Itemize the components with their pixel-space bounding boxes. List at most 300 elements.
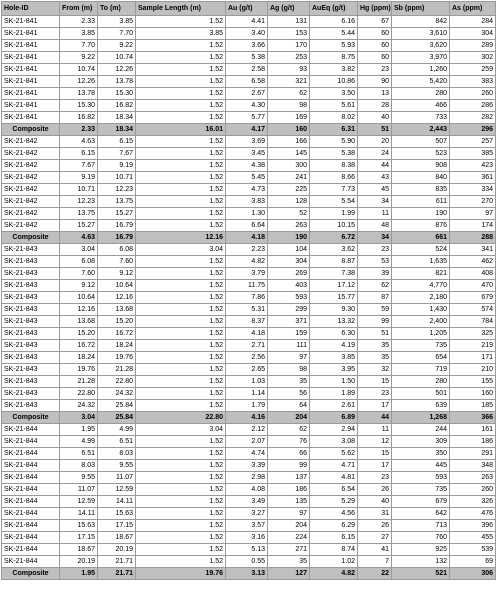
cell-hole-id: SK-21-843	[2, 364, 60, 376]
table-row	[2, 556, 496, 568]
cell-to: 13.75	[98, 196, 136, 208]
cell-as: 97	[450, 208, 496, 220]
cell-to: 21.28	[98, 364, 136, 376]
cell-as: 408	[450, 268, 496, 280]
cell-from: 12.16	[60, 304, 98, 316]
composite-row	[2, 124, 496, 136]
table-row	[2, 148, 496, 160]
cell-hole-id: SK-21-844	[2, 448, 60, 460]
composite-row	[2, 568, 496, 580]
cell-hole-id: SK-21-842	[2, 208, 60, 220]
cell-hole-id: SK-21-844	[2, 532, 60, 544]
cell-from: 7.67	[60, 160, 98, 172]
cell-sb: 350	[392, 448, 450, 460]
cell-ag: 104	[268, 244, 310, 256]
cell-au: 5.38	[226, 52, 268, 64]
cell-ag: 190	[268, 232, 310, 244]
cell-hg: 67	[358, 16, 392, 28]
table-row	[2, 364, 496, 376]
cell-aueq: 5.29	[310, 496, 358, 508]
cell-ag: 62	[268, 88, 310, 100]
cell-as: 326	[450, 496, 496, 508]
cell-sample-length: 1.52	[136, 364, 226, 376]
table-row	[2, 376, 496, 388]
cell-as: 304	[450, 28, 496, 40]
cell-aueq: 8.74	[310, 544, 358, 556]
cell-from: 15.63	[60, 520, 98, 532]
cell-au: 3.16	[226, 532, 268, 544]
cell-hg: 39	[358, 268, 392, 280]
cell-sample-length: 1.52	[136, 436, 226, 448]
cell-sb: 611	[392, 196, 450, 208]
table-row	[2, 196, 496, 208]
cell-sb: 1,268	[392, 412, 450, 424]
header-au: Au (g/t)	[226, 2, 268, 16]
cell-from: 9.55	[60, 472, 98, 484]
cell-hg: 23	[358, 64, 392, 76]
cell-as: 539	[450, 544, 496, 556]
cell-aueq: 6.16	[310, 16, 358, 28]
cell-aueq: 7.38	[310, 268, 358, 280]
cell-sb: 908	[392, 160, 450, 172]
cell-hole-id: SK-21-842	[2, 184, 60, 196]
table-row	[2, 64, 496, 76]
cell-as: 270	[450, 196, 496, 208]
cell-aueq: 5.61	[310, 100, 358, 112]
cell-sample-length: 1.52	[136, 484, 226, 496]
cell-ag: 271	[268, 544, 310, 556]
cell-aueq: 5.54	[310, 196, 358, 208]
cell-sample-length: 19.76	[136, 568, 226, 580]
cell-as: 383	[450, 76, 496, 88]
cell-sb: 733	[392, 112, 450, 124]
cell-to: 10.64	[98, 280, 136, 292]
cell-hole-id: SK-21-842	[2, 148, 60, 160]
cell-ag: 225	[268, 184, 310, 196]
cell-as: 259	[450, 64, 496, 76]
cell-ag: 35	[268, 556, 310, 568]
cell-ag: 131	[268, 16, 310, 28]
cell-aueq: 9.30	[310, 304, 358, 316]
cell-as: 306	[450, 568, 496, 580]
cell-ag: 321	[268, 76, 310, 88]
table-row	[2, 244, 496, 256]
cell-from: 13.75	[60, 208, 98, 220]
cell-aueq: 6.54	[310, 484, 358, 496]
cell-aueq: 10.86	[310, 76, 358, 88]
cell-sb: 1,430	[392, 304, 450, 316]
cell-sb: 1,635	[392, 256, 450, 268]
cell-sample-length: 1.52	[136, 184, 226, 196]
cell-ag: 56	[268, 388, 310, 400]
cell-hole-id: SK-21-843	[2, 268, 60, 280]
cell-sample-length: 1.52	[136, 292, 226, 304]
cell-hg: 45	[358, 184, 392, 196]
cell-ag: 269	[268, 268, 310, 280]
cell-sb: 280	[392, 88, 450, 100]
cell-from: 15.27	[60, 220, 98, 232]
cell-hole-id: SK-21-844	[2, 508, 60, 520]
header-sample-length: Sample Length (m)	[136, 2, 226, 16]
cell-as: 289	[450, 40, 496, 52]
assay-results-table	[1, 1, 496, 580]
cell-from: 19.76	[60, 364, 98, 376]
cell-hg: 51	[358, 328, 392, 340]
cell-ag: 98	[268, 364, 310, 376]
cell-hg: 20	[358, 136, 392, 148]
cell-ag: 166	[268, 136, 310, 148]
composite-row	[2, 232, 496, 244]
cell-au: 4.30	[226, 100, 268, 112]
cell-hg: 60	[358, 28, 392, 40]
header-to: To (m)	[98, 2, 136, 16]
cell-from: 16.72	[60, 340, 98, 352]
cell-sample-length: 1.52	[136, 508, 226, 520]
cell-ag: 98	[268, 100, 310, 112]
cell-aueq: 6.29	[310, 520, 358, 532]
cell-sample-length: 1.52	[136, 256, 226, 268]
cell-hole-id: SK-21-843	[2, 352, 60, 364]
cell-hg: 7	[358, 556, 392, 568]
cell-hole-id: SK-21-841	[2, 76, 60, 88]
cell-from: 10.64	[60, 292, 98, 304]
cell-to: 15.27	[98, 208, 136, 220]
cell-as: 260	[450, 88, 496, 100]
cell-from: 4.63	[60, 136, 98, 148]
cell-hole-id: SK-21-843	[2, 340, 60, 352]
cell-sb: 280	[392, 376, 450, 388]
cell-sample-length: 1.52	[136, 520, 226, 532]
cell-as: 210	[450, 364, 496, 376]
cell-aueq: 3.50	[310, 88, 358, 100]
cell-from: 6.51	[60, 448, 98, 460]
cell-hg: 32	[358, 364, 392, 376]
cell-to: 17.15	[98, 520, 136, 532]
cell-hg: 60	[358, 40, 392, 52]
cell-hg: 43	[358, 172, 392, 184]
cell-from: 18.67	[60, 544, 98, 556]
cell-aueq: 8.87	[310, 256, 358, 268]
cell-hole-id: SK-21-843	[2, 292, 60, 304]
cell-to: 9.22	[98, 40, 136, 52]
cell-ag: 204	[268, 412, 310, 424]
cell-aueq: 5.44	[310, 28, 358, 40]
cell-sb: 4,770	[392, 280, 450, 292]
cell-from: 12.23	[60, 196, 98, 208]
cell-as: 348	[450, 460, 496, 472]
cell-sample-length: 1.52	[136, 448, 226, 460]
cell-sb: 661	[392, 232, 450, 244]
cell-as: 219	[450, 340, 496, 352]
table-row	[2, 280, 496, 292]
cell-as: 155	[450, 376, 496, 388]
table-row	[2, 52, 496, 64]
cell-aueq: 1.99	[310, 208, 358, 220]
cell-hole-id: Composite	[2, 232, 60, 244]
cell-from: 12.26	[60, 76, 98, 88]
cell-ag: 64	[268, 400, 310, 412]
table-row	[2, 484, 496, 496]
cell-aueq: 4.19	[310, 340, 358, 352]
cell-sb: 466	[392, 100, 450, 112]
cell-hg: 11	[358, 424, 392, 436]
cell-as: 476	[450, 508, 496, 520]
cell-hg: 34	[358, 232, 392, 244]
cell-hg: 23	[358, 244, 392, 256]
cell-aueq: 8.02	[310, 112, 358, 124]
cell-au: 3.27	[226, 508, 268, 520]
cell-au: 1.14	[226, 388, 268, 400]
cell-sb: 735	[392, 484, 450, 496]
table-row	[2, 352, 496, 364]
cell-from: 7.70	[60, 40, 98, 52]
cell-as: 185	[450, 400, 496, 412]
cell-hg: 41	[358, 544, 392, 556]
cell-hg: 60	[358, 52, 392, 64]
cell-ag: 403	[268, 280, 310, 292]
cell-ag: 97	[268, 508, 310, 520]
cell-as: 69	[450, 556, 496, 568]
cell-to: 18.34	[98, 112, 136, 124]
cell-as: 574	[450, 304, 496, 316]
cell-sample-length: 1.52	[136, 556, 226, 568]
cell-aueq: 3.08	[310, 436, 358, 448]
cell-to: 25.84	[98, 400, 136, 412]
cell-as: 296	[450, 124, 496, 136]
cell-to: 12.26	[98, 64, 136, 76]
cell-hg: 34	[358, 196, 392, 208]
cell-to: 18.67	[98, 532, 136, 544]
cell-ag: 169	[268, 112, 310, 124]
cell-hole-id: SK-21-841	[2, 16, 60, 28]
cell-to: 8.03	[98, 448, 136, 460]
cell-hg: 26	[358, 520, 392, 532]
cell-hg: 28	[358, 100, 392, 112]
cell-to: 9.19	[98, 160, 136, 172]
cell-sample-length: 1.52	[136, 268, 226, 280]
cell-hole-id: SK-21-843	[2, 400, 60, 412]
cell-au: 2.58	[226, 64, 268, 76]
cell-hole-id: SK-21-843	[2, 244, 60, 256]
cell-aueq: 6.89	[310, 412, 358, 424]
cell-hg: 24	[358, 148, 392, 160]
cell-sample-length: 1.52	[136, 76, 226, 88]
cell-ag: 128	[268, 196, 310, 208]
cell-sample-length: 1.52	[136, 352, 226, 364]
cell-au: 2.67	[226, 88, 268, 100]
cell-from: 6.15	[60, 148, 98, 160]
cell-sample-length: 1.52	[136, 388, 226, 400]
cell-sample-length: 22.80	[136, 412, 226, 424]
cell-hole-id: SK-21-843	[2, 304, 60, 316]
cell-sample-length: 1.52	[136, 88, 226, 100]
cell-from: 24.32	[60, 400, 98, 412]
cell-sample-length: 1.52	[136, 544, 226, 556]
cell-as: 186	[450, 436, 496, 448]
cell-aueq: 4.56	[310, 508, 358, 520]
cell-au: 4.74	[226, 448, 268, 460]
cell-sb: 507	[392, 136, 450, 148]
cell-as: 263	[450, 472, 496, 484]
cell-as: 286	[450, 100, 496, 112]
header-as: As (ppm)	[450, 2, 496, 16]
table-row	[2, 28, 496, 40]
table-row	[2, 88, 496, 100]
cell-au: 6.64	[226, 220, 268, 232]
cell-aueq: 7.73	[310, 184, 358, 196]
cell-ag: 62	[268, 424, 310, 436]
table-row	[2, 172, 496, 184]
cell-as: 282	[450, 112, 496, 124]
table-row	[2, 136, 496, 148]
cell-from: 15.20	[60, 328, 98, 340]
cell-to: 13.68	[98, 304, 136, 316]
cell-sample-length: 1.52	[136, 16, 226, 28]
table-row	[2, 496, 496, 508]
cell-to: 9.55	[98, 460, 136, 472]
cell-sb: 639	[392, 400, 450, 412]
cell-from: 4.63	[60, 232, 98, 244]
cell-hg: 12	[358, 436, 392, 448]
cell-sb: 3,610	[392, 28, 450, 40]
cell-sb: 3,620	[392, 40, 450, 52]
cell-sb: 835	[392, 184, 450, 196]
table-row	[2, 544, 496, 556]
cell-from: 1.95	[60, 568, 98, 580]
cell-to: 16.79	[98, 232, 136, 244]
cell-to: 9.12	[98, 268, 136, 280]
cell-aueq: 6.72	[310, 232, 358, 244]
cell-sb: 2,400	[392, 316, 450, 328]
table-header-row	[2, 2, 496, 16]
cell-aueq: 1.02	[310, 556, 358, 568]
header-aueq: AuEq (g/t)	[310, 2, 358, 16]
table-row	[2, 220, 496, 232]
cell-hg: 40	[358, 496, 392, 508]
cell-au: 2.65	[226, 364, 268, 376]
cell-sb: 523	[392, 148, 450, 160]
cell-aueq: 6.31	[310, 124, 358, 136]
cell-hole-id: SK-21-844	[2, 484, 60, 496]
cell-sb: 713	[392, 520, 450, 532]
cell-aueq: 4.71	[310, 460, 358, 472]
cell-sb: 2,180	[392, 292, 450, 304]
cell-to: 22.80	[98, 376, 136, 388]
cell-as: 325	[450, 328, 496, 340]
cell-au: 11.75	[226, 280, 268, 292]
cell-hg: 99	[358, 316, 392, 328]
cell-from: 4.99	[60, 436, 98, 448]
cell-hg: 26	[358, 484, 392, 496]
header-from: From (m)	[60, 2, 98, 16]
cell-au: 4.08	[226, 484, 268, 496]
table-row	[2, 208, 496, 220]
cell-hole-id: SK-21-843	[2, 256, 60, 268]
cell-from: 17.15	[60, 532, 98, 544]
cell-hg: 53	[358, 256, 392, 268]
cell-sb: 501	[392, 388, 450, 400]
cell-hg: 22	[358, 568, 392, 580]
cell-au: 3.45	[226, 148, 268, 160]
cell-from: 2.33	[60, 124, 98, 136]
cell-au: 3.69	[226, 136, 268, 148]
cell-aueq: 5.38	[310, 148, 358, 160]
cell-au: 2.98	[226, 472, 268, 484]
cell-sb: 309	[392, 436, 450, 448]
cell-hg: 17	[358, 400, 392, 412]
cell-hg: 40	[358, 112, 392, 124]
cell-as: 455	[450, 532, 496, 544]
cell-au: 3.57	[226, 520, 268, 532]
cell-from: 3.04	[60, 412, 98, 424]
cell-hg: 59	[358, 304, 392, 316]
cell-ag: 153	[268, 28, 310, 40]
cell-sample-length: 3.04	[136, 424, 226, 436]
cell-sb: 719	[392, 364, 450, 376]
cell-to: 11.07	[98, 472, 136, 484]
cell-hole-id: SK-21-843	[2, 316, 60, 328]
cell-hg: 62	[358, 280, 392, 292]
cell-ag: 241	[268, 172, 310, 184]
cell-au: 6.58	[226, 76, 268, 88]
cell-aueq: 3.82	[310, 64, 358, 76]
cell-as: 341	[450, 244, 496, 256]
cell-to: 18.24	[98, 340, 136, 352]
cell-as: 334	[450, 184, 496, 196]
cell-to: 19.76	[98, 352, 136, 364]
cell-ag: 35	[268, 376, 310, 388]
cell-sb: 642	[392, 508, 450, 520]
cell-as: 171	[450, 352, 496, 364]
table-row	[2, 520, 496, 532]
cell-au: 4.41	[226, 16, 268, 28]
cell-to: 20.19	[98, 544, 136, 556]
cell-au: 5.77	[226, 112, 268, 124]
cell-as: 462	[450, 256, 496, 268]
cell-sample-length: 1.52	[136, 376, 226, 388]
cell-sb: 593	[392, 472, 450, 484]
cell-hole-id: SK-21-842	[2, 220, 60, 232]
cell-sample-length: 1.52	[136, 196, 226, 208]
cell-to: 18.34	[98, 124, 136, 136]
cell-au: 3.13	[226, 568, 268, 580]
cell-au: 2.12	[226, 424, 268, 436]
cell-hole-id: Composite	[2, 412, 60, 424]
cell-to: 16.82	[98, 100, 136, 112]
cell-ag: 159	[268, 328, 310, 340]
cell-to: 6.08	[98, 244, 136, 256]
cell-hole-id: SK-21-841	[2, 64, 60, 76]
cell-to: 4.99	[98, 424, 136, 436]
cell-sample-length: 1.52	[136, 40, 226, 52]
cell-aueq: 4.81	[310, 472, 358, 484]
cell-ag: 160	[268, 124, 310, 136]
cell-hg: 44	[358, 160, 392, 172]
cell-sample-length: 1.52	[136, 496, 226, 508]
cell-ag: 52	[268, 208, 310, 220]
cell-to: 10.74	[98, 52, 136, 64]
cell-as: 284	[450, 16, 496, 28]
cell-to: 15.63	[98, 508, 136, 520]
cell-aueq: 6.15	[310, 532, 358, 544]
composite-row	[2, 412, 496, 424]
cell-to: 12.16	[98, 292, 136, 304]
cell-as: 361	[450, 172, 496, 184]
cell-au: 3.39	[226, 460, 268, 472]
cell-from: 8.03	[60, 460, 98, 472]
cell-from: 14.11	[60, 508, 98, 520]
cell-hg: 87	[358, 292, 392, 304]
